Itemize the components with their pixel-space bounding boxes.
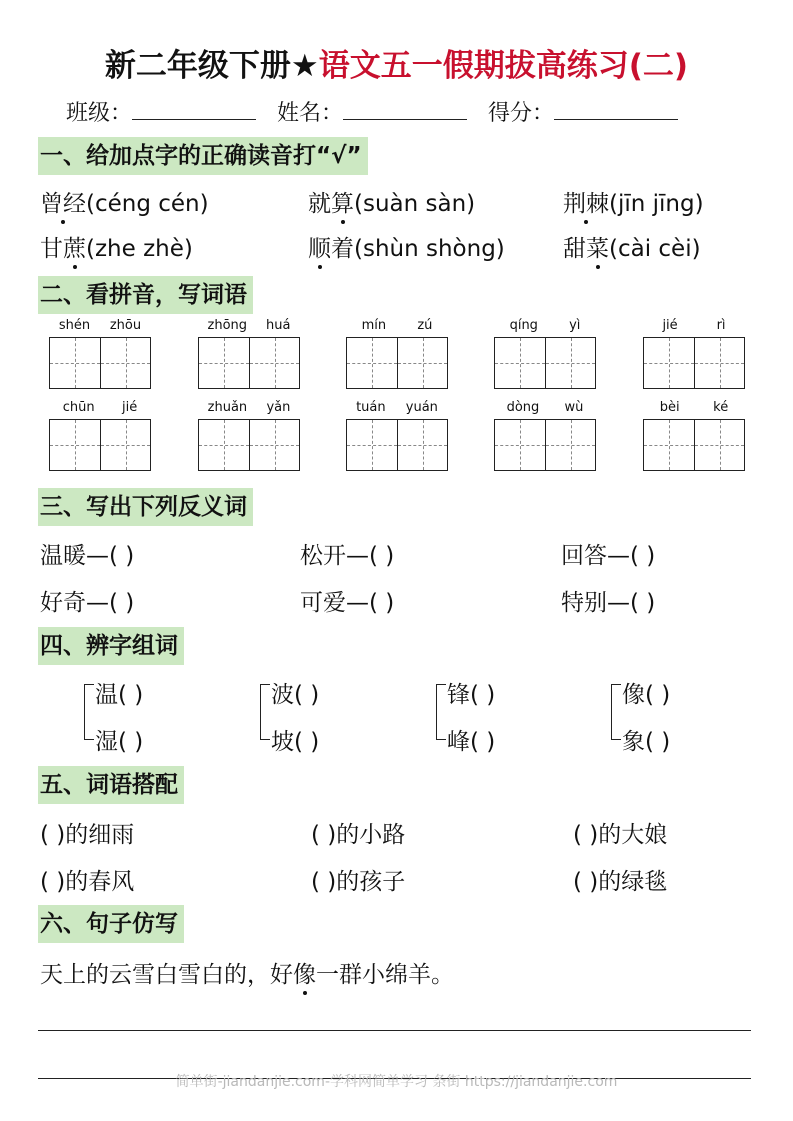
word-group-item[interactable]: 坡( ) (271, 729, 320, 755)
antonym-item[interactable]: 特别—( ) (561, 590, 656, 616)
pronunciation-opts[interactable]: (cài cèi) (609, 236, 701, 262)
section-6-heading: 六、句子仿写 (38, 905, 184, 943)
antonym-item[interactable]: 松开—( ) (300, 543, 395, 569)
writing-cell[interactable] (644, 420, 694, 470)
pronunciation-pre: 就 (308, 191, 331, 217)
pinyin-syllable: dòng (506, 400, 540, 415)
writing-grid[interactable] (346, 337, 448, 389)
pronunciation-post: 经 (63, 191, 86, 217)
word-group-item[interactable]: 峰( ) (447, 729, 496, 755)
bracket-icon (436, 684, 446, 740)
antonym-item[interactable]: 好奇—( ) (40, 590, 135, 616)
writing-grid[interactable] (494, 419, 596, 471)
title-main: 语文五一假期拔高练习(二) (318, 48, 689, 84)
pronunciation-item (308, 185, 475, 218)
word-group-item[interactable]: 湿( ) (95, 729, 144, 755)
word-group-item[interactable]: 象( ) (622, 729, 671, 755)
pronunciation-item (40, 185, 209, 218)
section-4-heading: 四、辨字组词 (38, 627, 184, 665)
pronunciation-pre: 甘 (40, 236, 63, 262)
writing-cell[interactable] (694, 420, 744, 470)
pinyin-label (198, 318, 300, 333)
pinyin-label (49, 318, 151, 333)
pronunciation-dot: 菜 (586, 236, 609, 262)
class-field[interactable] (132, 101, 256, 120)
pinyin-syllable: shén (58, 318, 91, 333)
name-label: 姓名： (277, 101, 344, 126)
writing-cell[interactable] (545, 338, 595, 388)
model-sentence (40, 956, 454, 989)
pronunciation-opts[interactable]: (zhe zhè) (86, 236, 193, 262)
writing-cell[interactable] (199, 420, 249, 470)
antonym-item[interactable]: 温暖—( ) (40, 543, 135, 569)
bracket-icon (84, 684, 94, 740)
pinyin-label (346, 400, 448, 415)
bracket-icon (611, 684, 621, 740)
writing-cell[interactable] (50, 420, 100, 470)
pinyin-syllable: chūn (62, 400, 95, 415)
writing-grid[interactable] (494, 337, 596, 389)
word-group-item[interactable]: 温( ) (95, 682, 144, 708)
phrase-match-item[interactable]: ( )的绿毯 (573, 869, 668, 895)
pinyin-syllable: tuán (356, 400, 386, 415)
writing-cell[interactable] (397, 420, 447, 470)
score-field[interactable] (554, 101, 678, 120)
pronunciation-item (308, 230, 505, 263)
pronunciation-item (40, 230, 193, 263)
antonym-item[interactable]: 可爱—( ) (300, 590, 395, 616)
word-group-item[interactable]: 锋( ) (447, 682, 496, 708)
writing-cell[interactable] (694, 338, 744, 388)
writing-cell[interactable] (100, 420, 150, 470)
writing-cell[interactable] (199, 338, 249, 388)
watermark: 简单街-jiandanjie.com-学科网简单学习 条街 https://jiandanjie.com (175, 1074, 618, 1090)
pronunciation-post: 着 (331, 236, 354, 262)
writing-cell[interactable] (545, 420, 595, 470)
word-group-item[interactable]: 波( ) (271, 682, 320, 708)
pinyin-syllable: rì (716, 318, 726, 333)
pinyin-syllable: zhōng (207, 318, 248, 333)
page-title (0, 40, 793, 85)
pinyin-syllable: jié (122, 400, 138, 415)
pinyin-syllable: bèi (659, 400, 680, 415)
pinyin-label (643, 400, 745, 415)
writing-grid[interactable] (643, 337, 745, 389)
writing-grid[interactable] (49, 419, 151, 471)
sentence-pre: 天上的云雪白雪白的，好 (40, 962, 293, 988)
pinyin-syllable: ké (713, 400, 729, 415)
pinyin-syllable: yǎn (266, 400, 291, 415)
pinyin-syllable: yì (569, 318, 581, 333)
pronunciation-opts[interactable]: (suàn sàn) (354, 191, 476, 217)
section-3-heading: 三、写出下列反义词 (38, 488, 253, 526)
pronunciation-dot: 算 (331, 191, 354, 217)
class-label: 班级： (66, 101, 133, 126)
score-label: 得分： (488, 101, 555, 126)
writing-cell[interactable] (347, 420, 397, 470)
pinyin-syllable: mín (361, 318, 387, 333)
pinyin-label (643, 318, 745, 333)
phrase-match-item[interactable]: ( )的春风 (40, 869, 135, 895)
bracket-icon (260, 684, 270, 740)
pronunciation-pre: 甜 (563, 236, 586, 262)
writing-cell[interactable] (249, 338, 299, 388)
pinyin-syllable: zhōu (109, 318, 142, 333)
phrase-match-item[interactable]: ( )的孩子 (311, 869, 406, 895)
info-row (66, 96, 692, 127)
sentence-post: 一群小绵羊。 (316, 962, 454, 988)
sentence-dotted: 像 (293, 962, 316, 988)
word-group-item[interactable]: 像( ) (622, 682, 671, 708)
pinyin-syllable: qíng (509, 318, 538, 333)
pronunciation-item (563, 230, 701, 263)
pronunciation-opts[interactable]: (jīn jīng) (609, 191, 704, 217)
pronunciation-dot: 顺 (308, 236, 331, 262)
pinyin-label (494, 318, 596, 333)
writing-cell[interactable] (495, 420, 545, 470)
pinyin-syllable: huá (266, 318, 291, 333)
writing-grid[interactable] (198, 419, 300, 471)
section-2-heading: 二、看拼音，写词语 (38, 276, 253, 314)
pinyin-syllable: zhuǎn (207, 400, 248, 415)
pinyin-syllable: yuán (405, 400, 438, 415)
pronunciation-item (563, 185, 704, 218)
pronunciation-opts[interactable]: (céng cén) (86, 191, 209, 217)
writing-grid[interactable] (49, 337, 151, 389)
writing-cell[interactable] (347, 338, 397, 388)
phrase-match-item[interactable]: ( )的大娘 (573, 822, 668, 848)
pinyin-syllable: jié (662, 318, 678, 333)
pinyin-label (494, 400, 596, 415)
writing-cell[interactable] (397, 338, 447, 388)
writing-grid[interactable] (198, 337, 300, 389)
pronunciation-dot: 蔗 (63, 236, 86, 262)
phrase-match-item[interactable]: ( )的小路 (311, 822, 406, 848)
pinyin-label (198, 400, 300, 415)
writing-cell[interactable] (50, 338, 100, 388)
pronunciation-pre: 曾 (40, 191, 63, 217)
pronunciation-pre: 荆 (563, 191, 586, 217)
writing-cell[interactable] (249, 420, 299, 470)
writing-grid[interactable] (346, 419, 448, 471)
pronunciation-opts[interactable]: (shùn shòng) (354, 236, 505, 262)
writing-cell[interactable] (100, 338, 150, 388)
pinyin-label (49, 400, 151, 415)
pinyin-label (346, 318, 448, 333)
phrase-match-item[interactable]: ( )的细雨 (40, 822, 135, 848)
antonym-item[interactable]: 回答—( ) (561, 543, 656, 569)
section-5-heading: 五、词语搭配 (38, 766, 184, 804)
section-1-heading: 一、给加点字的正确读音打“√” (38, 137, 368, 175)
writing-cell[interactable] (495, 338, 545, 388)
pronunciation-post: 棘 (586, 191, 609, 217)
pinyin-syllable: wù (564, 400, 584, 415)
name-field[interactable] (343, 101, 467, 120)
pinyin-syllable: zú (417, 318, 433, 333)
title-prefix: 新二年级下册★ (104, 48, 319, 84)
writing-grid[interactable] (643, 419, 745, 471)
writing-cell[interactable] (644, 338, 694, 388)
answer-line[interactable] (38, 1030, 751, 1031)
